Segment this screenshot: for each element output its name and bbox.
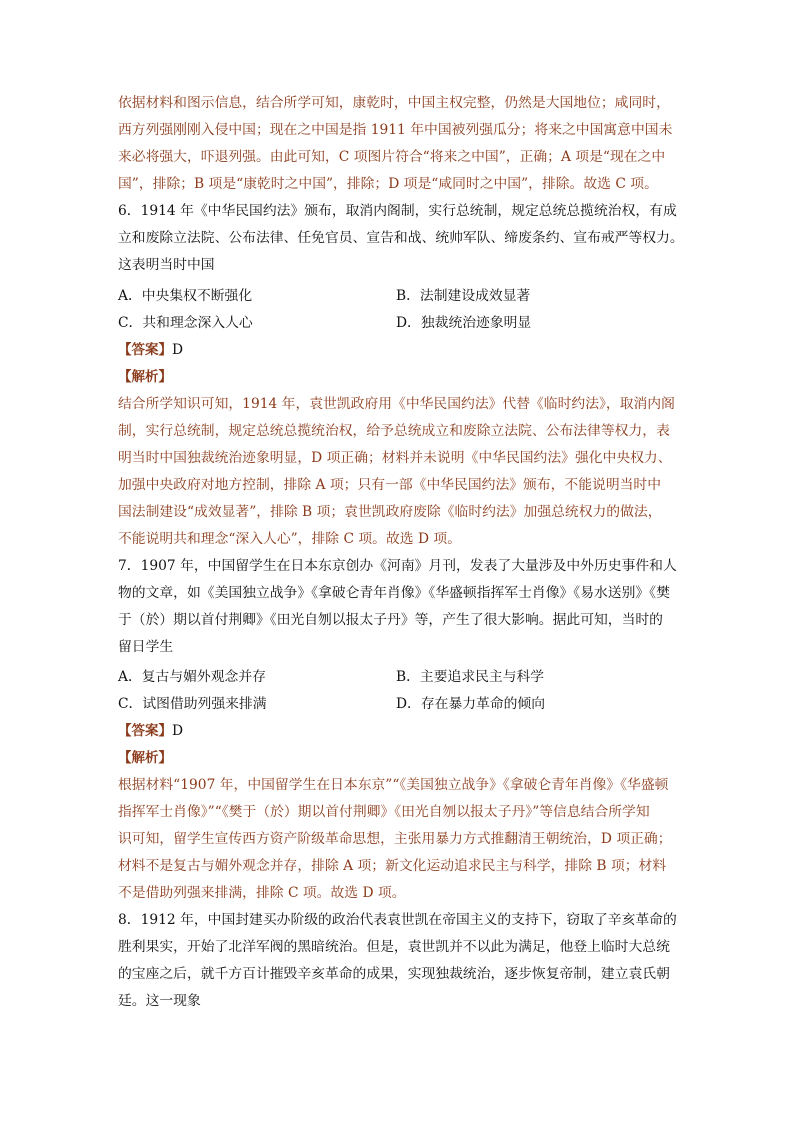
text-line: 6．1914 年《中华民国约法》颁布，取消内阁制，实行总统制，规定总统总揽统治权，有成 bbox=[118, 203, 677, 219]
text-line: 材料不是复古与媚外观念并存，排除 A 项；新文化运动追求民主与科学，排除 B 项；材料 bbox=[118, 858, 667, 874]
text-line: 廷。这一现象 bbox=[118, 993, 201, 1009]
question-7-analysis bbox=[118, 772, 678, 907]
question-6-option-d: D．独裁统治迹象明显 bbox=[396, 315, 532, 331]
text-line: 8．1912 年，中国封建买办阶级的政治代表袁世凯在帝国主义的支持下，窃取了辛亥革命的 bbox=[118, 912, 677, 928]
question-7-option-a: A．复古与媚外观念并存 bbox=[118, 669, 266, 685]
text-line: 识可知，留学生宣传西方资产阶级革命思想，主张用暴力方式推翻清王朝统治，D 项正确； bbox=[118, 831, 672, 847]
text-line: 结合所学知识可知，1914 年，袁世凯政府用《中华民国约法》代替《临时约法》，取消内阁 bbox=[118, 396, 675, 412]
text-line: 国”，排除；B 项是“康乾时之中国”，排除；D 项是“咸同时之中国”，排除。故选 C 项。 bbox=[118, 176, 658, 192]
text-line: 指挥军士肖像》”“《樊于（於）期以首付荆卿》《田光自刎以报太子丹》”等信息结合所学知 bbox=[118, 804, 650, 820]
question-6-option-a: A．中央集权不断强化 bbox=[118, 288, 253, 304]
analysis-label: 【解析】 bbox=[118, 750, 172, 766]
text-line: 国法制建设“成效显著”，排除 B 项；袁世凯政府废除《临时约法》加强总统权力的做法， bbox=[118, 504, 662, 520]
text-line: 西方列强刚刚入侵中国；现在之中国是指 1911 年中国被列强瓜分；将来之中国寓意中国未 bbox=[118, 122, 673, 138]
text-line: 不是借助列强来排满，排除 C 项。故选 D 项。 bbox=[118, 885, 406, 901]
question-6-analysis-heading bbox=[118, 364, 678, 391]
answer-label: 【答案】 bbox=[118, 723, 172, 739]
text-line: 立和废除立法院、公布法律、任免官员、宣告和战、统帅军队、缔废条约、宣布戒严等权力。 bbox=[118, 230, 684, 246]
question-6-option-c: C．共和理念深入人心 bbox=[118, 315, 253, 331]
question-6-analysis bbox=[118, 391, 678, 553]
text-line: 加强中央政府对地方控制，排除 A 项；只有一部《中华民国约法》颁布，不能说明当时中 bbox=[118, 477, 662, 493]
question-8-stem bbox=[118, 907, 678, 1015]
question-6-option-b: B．法制建设成效显著 bbox=[396, 288, 531, 304]
question-7-option-d: D．存在暴力革命的倾向 bbox=[396, 696, 546, 712]
text-line: 明当时中国独裁统治迹象明显，D 项正确；材料并未说明《中华民国约法》强化中央权力、 bbox=[118, 450, 672, 466]
answer-value: D bbox=[172, 723, 184, 739]
text-line: 根据材料“1907 年，中国留学生在日本东京”“《美国独立战争》《拿破仑青年肖像》《华盛顿 bbox=[118, 777, 669, 793]
text-line: 胜利果实，开始了北洋军阀的黑暗统治。但是，袁世凯并不以此为满足，他登上临时大总统 bbox=[118, 939, 670, 955]
answer-label: 【答案】 bbox=[118, 342, 172, 358]
question-6-stem bbox=[118, 198, 684, 279]
question-6-answer bbox=[118, 337, 678, 364]
text-line: 不能说明共和理念“深入人心”，排除 C 项。故选 D 项。 bbox=[118, 531, 462, 547]
text-line: 于（於）期以首付荆卿》《田光自刎以报太子丹》等，产生了很大影响。据此可知，当时的 bbox=[118, 612, 663, 628]
question-7-stem bbox=[118, 553, 678, 661]
text-line: 留日学生 bbox=[118, 639, 174, 655]
text-line: 这表明当时中国 bbox=[118, 257, 215, 273]
question-7-option-c: C．试图借助列强来排满 bbox=[118, 696, 267, 712]
text-line: 来必将强大，吓退列强。由此可知，C 项图片符合“将来之中国”，正确；A 项是“现在之中 bbox=[118, 149, 666, 165]
answer-value: D bbox=[172, 342, 184, 358]
analysis-label: 【解析】 bbox=[118, 369, 172, 385]
question-7-answer bbox=[118, 718, 678, 745]
text-line: 制，实行总统制，规定总统总揽统治权，给予总统成立和废除立法院、公布法律等权力，表 bbox=[118, 423, 670, 439]
question-7-analysis-heading bbox=[118, 745, 678, 772]
text-line: 7．1907 年，中国留学生在日本东京创办《河南》月刊，发表了大量涉及中外历史事件和人 bbox=[118, 558, 677, 574]
text-line: 的宝座之后，就千方百计摧毁辛亥革命的成果，实现独裁统治，逐步恢复帝制，建立袁氏朝 bbox=[118, 966, 670, 982]
q5-analysis-continued bbox=[118, 90, 678, 198]
text-line: 物的文章，如《美国独立战争》《拿破仑青年肖像》《华盛顿指挥军士肖像》《易水送别》《樊 bbox=[118, 585, 670, 601]
question-7-option-b: B．主要追求民主与科学 bbox=[396, 669, 545, 685]
text-line: 依据材料和图示信息，结合所学可知，康乾时，中国主权完整，仍然是大国地位；咸同时， bbox=[118, 95, 670, 111]
